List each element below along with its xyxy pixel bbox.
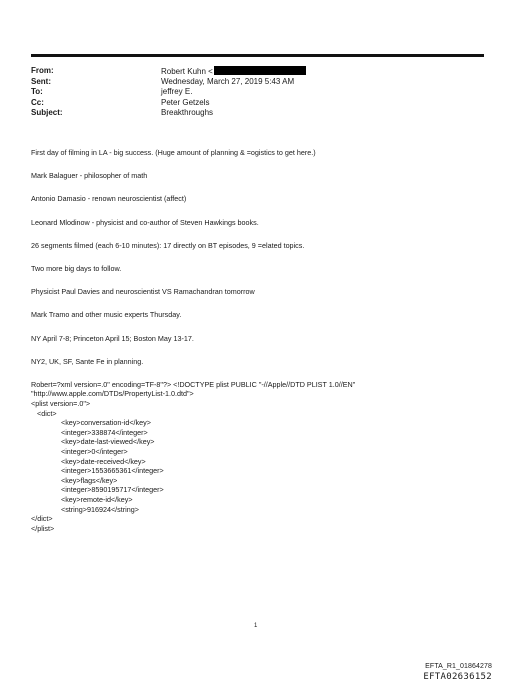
to-value: jeffrey E. <box>161 87 193 97</box>
xml-line: <string>916924</string> <box>61 504 139 514</box>
xml-line: <integer>8590195717</integer> <box>61 485 164 495</box>
body-paragraph: Mark Tramo and other music experts Thursday. <box>31 310 182 320</box>
header-rule <box>31 54 484 57</box>
from-row <box>31 66 491 77</box>
xml-line: <key>flags</key> <box>61 475 118 485</box>
bates-number-primary: EFTA_R1_01864278 <box>425 663 492 670</box>
xml-line: <key>conversation-id</key> <box>61 418 151 428</box>
from-name: Robert Kuhn < <box>161 67 213 76</box>
body-paragraph: Two more big days to follow. <box>31 263 122 273</box>
xml-line: </dict> <box>31 514 53 524</box>
body-paragraph: Antonio Damasio - renown neuroscientist (affect) <box>31 194 187 204</box>
xml-line: <key>remote-id</key> <box>61 495 133 504</box>
sent-label: Sent: <box>31 76 51 86</box>
subject-value: Breakthroughs <box>161 108 214 118</box>
redaction-bar <box>214 66 306 75</box>
xml-line: Robert=?xml version=.0" encoding=TF-8"?> <!DOCTYPE plist PUBLIC "-//Apple//DTD PLIST 1.0//EN" <box>31 379 356 389</box>
sent-row <box>31 77 491 88</box>
cc-label: Cc: <box>31 97 44 107</box>
email-body <box>31 148 486 533</box>
body-paragraph: 26 segments filmed (each 6-10 minutes): 17 directly on BT episodes, 9 =elated topics. <box>31 240 305 250</box>
to-label: To: <box>31 87 43 97</box>
xml-line: </plist> <box>31 523 55 533</box>
body-paragraph: Mark Balaguer - philosopher of math <box>31 171 148 181</box>
xml-line: <integer>0</integer> <box>61 447 128 457</box>
sent-value: Wednesday, March 27, 2019 5:43 AM <box>161 76 295 86</box>
xml-line: <key>date-received</key> <box>61 456 146 466</box>
xml-line: <integer>338874</integer> <box>61 427 148 437</box>
xml-line: <dict> <box>37 408 57 418</box>
cc-row <box>31 98 491 109</box>
xml-block <box>31 380 486 534</box>
subject-label: Subject: <box>31 108 63 118</box>
to-row <box>31 87 491 98</box>
body-paragraph: NY2, UK, SF, Sante Fe in planning. <box>31 356 144 366</box>
email-header <box>31 66 491 119</box>
subject-row <box>31 108 491 119</box>
body-paragraph: Leonard Mlodinow - physicist and co-author of Steven Hawkings books. <box>31 217 259 227</box>
bates-number-secondary: EFTA02636152 <box>423 672 492 682</box>
body-paragraph: Physicist Paul Davies and neuroscientist VS Ramachandran tomorrow <box>31 287 255 297</box>
from-label: From: <box>31 66 54 75</box>
xml-line: <key>date-last-viewed</key> <box>61 437 155 447</box>
xml-line: <plist version=.0"> <box>31 399 91 409</box>
body-paragraph: First day of filming in LA - big success. (Huge amount of planning & =ogistics to get here.) <box>31 148 316 157</box>
body-paragraph: NY April 7-8; Princeton April 15; Boston May 13-17. <box>31 333 194 343</box>
cc-value: Peter Getzels <box>161 97 210 107</box>
xml-line: <integer>1553665361</integer> <box>61 466 164 476</box>
page-number: 1 <box>254 623 258 629</box>
xml-line: "http://www.apple.com/DTDs/PropertyList-1.0.dtd"> <box>31 389 194 399</box>
